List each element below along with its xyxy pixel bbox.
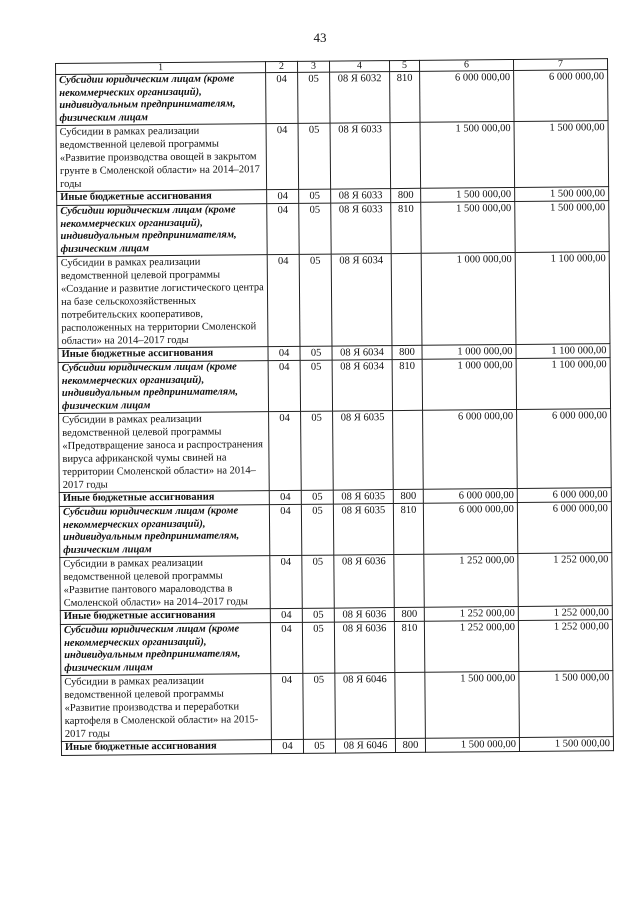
row-description: Субсидии в рамках реализации ведомственной целевой программы «Развитие пантового мараловодства в Смоленской области» на 2014–2017 годы	[60, 556, 270, 611]
amount-col-7: 1 500 000,00	[519, 737, 613, 752]
subsection-code: 05	[298, 72, 330, 123]
amount-col-7: 1 100 000,00	[516, 358, 610, 410]
table-row	[60, 620, 612, 676]
row-description: Иные бюджетные ассигнования	[60, 609, 270, 625]
amount-col-7: 1 500 000,00	[519, 671, 614, 738]
amount-col-7: 1 100 000,00	[515, 252, 610, 345]
expense-type-code: 810	[390, 71, 420, 122]
target-article-code: 08 Я 6035	[333, 411, 394, 491]
subsection-code: 05	[299, 203, 331, 254]
target-article-code: 08 Я 6046	[335, 739, 395, 754]
target-article-code: 08 Я 6034	[331, 254, 392, 347]
amount-col-6: 1 500 000,00	[420, 121, 515, 188]
target-article-code: 08 Я 6033	[331, 189, 391, 204]
amount-col-6: 6 000 000,00	[423, 488, 517, 503]
section-code: 04	[268, 360, 300, 411]
section-code: 04	[267, 203, 299, 254]
table-row	[58, 358, 610, 414]
table-row	[59, 409, 612, 493]
table-row	[57, 201, 609, 257]
amount-col-6: 6 000 000,00	[423, 409, 518, 489]
expense-type-code	[391, 253, 422, 345]
row-description: Субсидии в рамках реализации ведомственной целевой программы «Развитие производства и переработки картофеля в Смоленской области» на 2015-2017 годы	[61, 674, 272, 742]
subsection-code: 05	[300, 346, 332, 360]
target-article-code: 08 Я 6034	[332, 360, 392, 412]
section-code: 04	[267, 254, 300, 346]
target-article-code: 08 Я 6032	[330, 72, 390, 124]
subsection-code: 05	[301, 504, 333, 555]
row-description: Иные бюджетные ассигнования	[58, 347, 268, 363]
row-description: Субсидии юридическим лицам (кроме некоммерческих организаций), индивидуальным предпринимателям, физическим лицам	[56, 73, 266, 126]
amount-col-6: 1 000 000,00	[422, 358, 516, 410]
amount-col-6: 1 252 000,00	[424, 606, 518, 621]
expense-type-code: 800	[395, 738, 425, 752]
section-code: 04	[271, 673, 304, 739]
amount-col-6: 1 252 000,00	[424, 620, 518, 672]
subsection-code: 05	[302, 608, 334, 622]
subsection-code: 05	[299, 189, 331, 203]
subsection-code: 05	[302, 622, 334, 673]
target-article-code: 08 Я 6035	[333, 504, 393, 556]
budget-table	[55, 58, 614, 756]
expense-type-code: 810	[394, 621, 424, 672]
section-code: 04	[270, 608, 302, 622]
expense-type-code	[390, 122, 421, 188]
section-code: 04	[271, 739, 303, 753]
target-article-code: 08 Я 6034	[332, 346, 392, 361]
expense-type-code: 800	[391, 188, 421, 202]
amount-col-7: 1 500 000,00	[514, 121, 609, 188]
amount-col-6: 1 500 000,00	[425, 671, 520, 738]
amount-col-6: 1 500 000,00	[425, 737, 519, 752]
section-code: 04	[267, 189, 299, 203]
expense-type-code	[393, 410, 424, 489]
column-header: 6	[419, 59, 513, 71]
amount-col-7: 1 100 000,00	[516, 344, 610, 359]
table-row	[59, 502, 611, 558]
expense-type-code: 800	[394, 607, 424, 621]
subsection-code: 05	[303, 739, 335, 753]
amount-col-6: 6 000 000,00	[423, 502, 517, 554]
subsection-code: 05	[302, 555, 334, 608]
column-header: 3	[297, 61, 329, 72]
expense-type-code: 810	[393, 503, 423, 554]
target-article-code: 08 Я 6033	[330, 123, 391, 190]
amount-col-6: 1 252 000,00	[424, 553, 518, 607]
row-description: Субсидии в рамках реализации ведомственной целевой программы «Развитие производства овощей в закрытом грунте в Смоленской области» на 2014–2017 годы	[56, 124, 267, 192]
amount-col-7: 6 000 000,00	[517, 488, 611, 503]
amount-col-6: 6 000 000,00	[420, 70, 514, 122]
page-number: 43	[313, 30, 327, 45]
table-row	[61, 671, 614, 742]
row-description: Субсидии юридическим лицам (кроме некоммерческих организаций), индивидуальным предпринимателям, физическим лицам	[59, 505, 269, 558]
amount-col-7: 6 000 000,00	[517, 409, 612, 489]
row-description: Иные бюджетные ассигнования	[61, 740, 271, 756]
amount-col-7: 1 500 000,00	[515, 201, 609, 253]
column-header: 2	[265, 61, 297, 72]
target-article-code: 08 Я 6036	[334, 622, 394, 674]
row-description: Субсидии юридическим лицам (кроме некоммерческих организаций), индивидуальным предпринимателям, физическим лицам	[58, 361, 268, 414]
amount-col-7: 1 252 000,00	[518, 553, 612, 607]
section-code: 04	[266, 72, 298, 123]
section-code: 04	[269, 411, 302, 490]
amount-col-7: 1 252 000,00	[518, 606, 612, 621]
subsection-code: 05	[301, 411, 334, 490]
subsection-code: 05	[298, 123, 331, 189]
amount-col-6: 1 000 000,00	[422, 344, 516, 359]
section-code: 04	[268, 346, 300, 360]
section-code: 04	[269, 504, 301, 555]
expense-type-code	[394, 554, 424, 607]
amount-col-7: 6 000 000,00	[514, 70, 608, 122]
subsection-code: 05	[300, 360, 332, 411]
column-header: 5	[389, 60, 419, 71]
target-article-code: 08 Я 6046	[335, 673, 396, 740]
target-article-code: 08 Я 6036	[334, 555, 394, 609]
column-header: 1	[56, 62, 266, 75]
row-description: Иные бюджетные ассигнования	[59, 491, 269, 507]
row-description: Иные бюджетные ассигнования	[57, 190, 267, 206]
subsection-code: 05	[299, 254, 332, 346]
table-row	[60, 553, 612, 611]
target-article-code: 08 Я 6035	[333, 490, 393, 505]
target-article-code: 08 Я 6033	[331, 203, 391, 255]
row-description: Субсидии в рамках реализации ведомственной целевой программы «Создание и развитие логистического центра на базе сельскохозяйственных потребительских кооперативов, расположенных на территории Смоленской области» на 2014–2017 годы	[57, 255, 268, 349]
subsection-code: 05	[301, 490, 333, 504]
column-header: 4	[329, 61, 389, 73]
section-code: 04	[270, 555, 302, 608]
amount-col-7: 1 252 000,00	[518, 620, 612, 672]
table-row	[56, 70, 608, 126]
table-row	[57, 252, 610, 349]
amount-col-6: 1 500 000,00	[421, 187, 515, 202]
section-code: 04	[269, 490, 301, 504]
row-description: Субсидии юридическим лицам (кроме некоммерческих организаций), индивидуальным предпринимателям, физическим лицам	[60, 623, 270, 676]
expense-type-code: 810	[392, 359, 422, 410]
amount-col-7: 1 500 000,00	[515, 187, 609, 202]
expense-type-code	[395, 672, 426, 738]
column-header: 7	[513, 59, 607, 71]
row-description: Субсидии юридическим лицам (кроме некоммерческих организаций), индивидуальным предпринимателям, физическим лицам	[57, 204, 267, 257]
subsection-code: 05	[303, 673, 336, 739]
expense-type-code: 800	[393, 489, 423, 503]
table-row	[56, 121, 609, 192]
section-code: 04	[266, 123, 299, 189]
expense-type-code: 810	[391, 202, 421, 253]
section-code: 04	[270, 622, 302, 673]
expense-type-code: 800	[392, 345, 422, 359]
target-article-code: 08 Я 6036	[334, 608, 394, 623]
amount-col-6: 1 000 000,00	[421, 252, 516, 345]
amount-col-7: 6 000 000,00	[517, 502, 611, 554]
amount-col-6: 1 500 000,00	[421, 201, 515, 253]
row-description: Субсидии в рамках реализации ведомственной целевой программы «Предотвращение заноса и распространения вируса африканской чумы свиней на территории Смоленской области» на 2014–2017 годы	[59, 412, 270, 493]
